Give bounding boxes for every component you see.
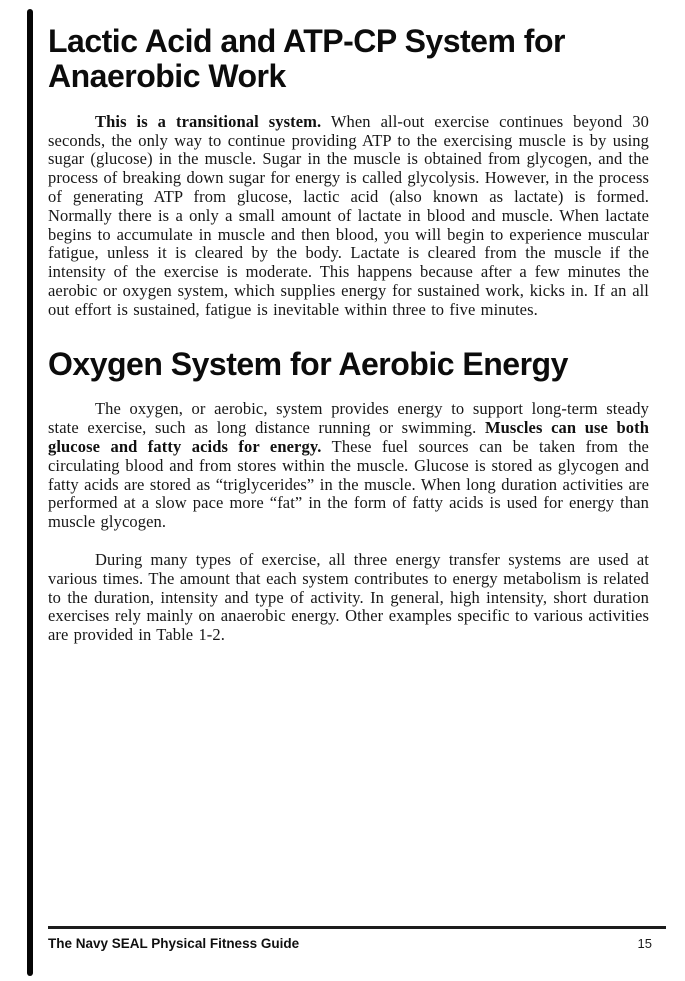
paragraph-transitional-system (48, 113, 649, 320)
footer-book-title: The Navy SEAL Physical Fitness Guide (48, 936, 300, 951)
bold-emphasis-muscles-fuel: Muscles can use both glucose and fatty acids for energy. (48, 418, 650, 456)
paragraph-text: During many types of exercise, all three energy transfer systems are used at various times. The amount that each system contributes to energy metabolism is related to the duration, intensity and type of activity. In general, high intensity, short duration exercises rely mainly on anaerobic energy. Other examples specific to various activities are provided in Table 1-2. (48, 549, 649, 645)
paragraph-text: The oxygen, or aerobic, system provides energy to support long-term steady state exercise, such as long distance running or swimming. (48, 399, 649, 438)
page-content (48, 0, 649, 645)
page-footer (48, 936, 666, 951)
page-edge-scan-artifact (27, 9, 33, 976)
paragraph-energy-transfer-systems (48, 551, 649, 645)
paragraph-oxygen-system (48, 400, 649, 532)
paragraph-text: When all-out exercise continues beyond 30 seconds, the only way to continue providing ATP to the exercising muscle is by using sugar (glucose) in the muscle. Sugar in the muscle is obtained from glycogen, and the process of breaking down sugar for energy is called glycolysis. However, in the process of generating ATP from glucose, lactic acid (also known as lactate) is formed. Normally there is a only a small amount of lactate in blood and muscle. When lactate begins to accumulate in muscle and then blood, you will begin to experience muscular fatigue, unless it is cleared by the body. Lactate is cleared from the muscle if the intensity of the exercise is moderate. This happens because after a few minutes the aerobic or oxygen system, which supplies energy for sustained work, kicks in. If an all out effort is sustained, fatigue is inevitable within three to five minutes. (48, 111, 649, 319)
footer-divider-rule (48, 926, 666, 929)
footer-page-number: 15 (637, 936, 652, 951)
section-heading-oxygen-system: Oxygen System for Aerobic Energy (48, 345, 568, 382)
section-heading-lactic-acid-atp-cp: Lactic Acid and ATP-CP System for Anaerobic Work (48, 23, 565, 94)
bold-lead-in: This is a transitional system. (95, 111, 322, 131)
paragraph-text: These fuel sources can be taken from the circulating blood and from stores within the muscle. Glucose is stored as glycogen and fatty acids are stored as “triglycerides” in the muscle. When long duration activities are performed at a slow pace more “fat” in the form of fatty acids is used for energy than muscle glycogen. (48, 436, 649, 532)
